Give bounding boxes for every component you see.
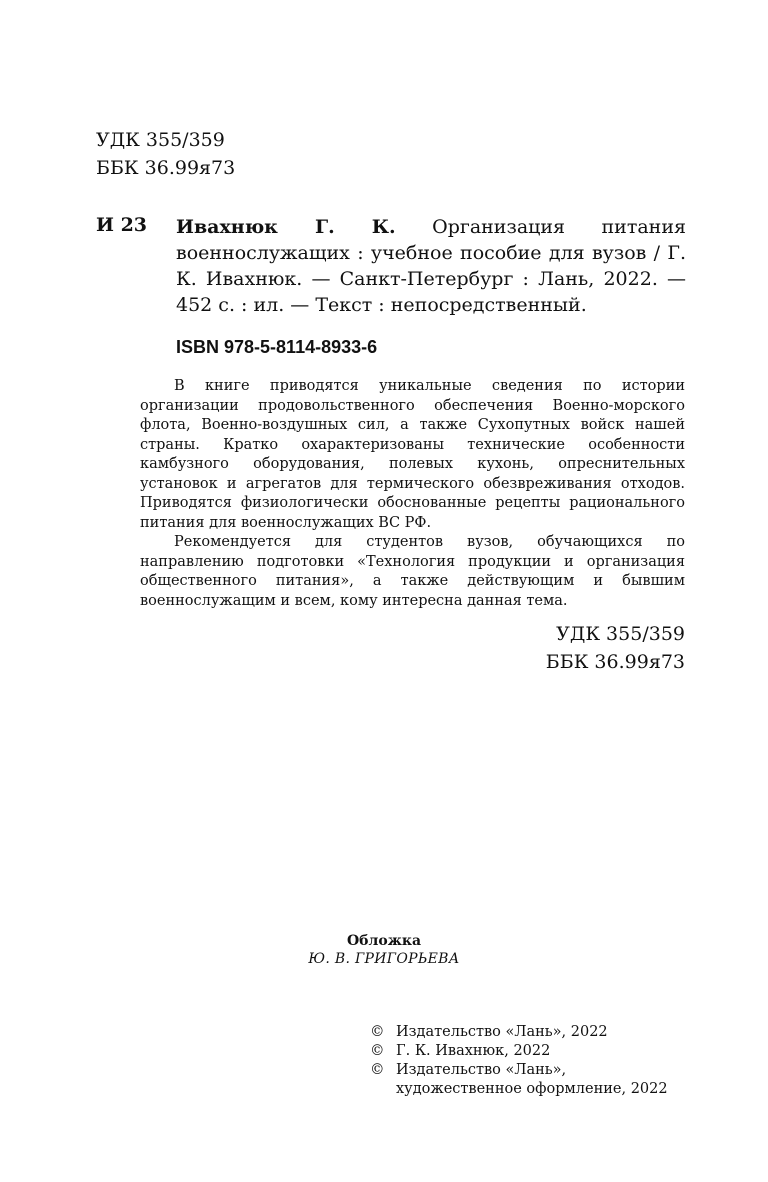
copyright-text: Издательство «Лань», 2022 [396, 1024, 608, 1040]
copyright-line [370, 1042, 668, 1061]
annotation-paragraph: Рекомендуется для студентов вузов, обучающихся по направлению подготовки «Технология продукции и организация общественного питания», а также действующим и бывшим военнослужащим и всем, кому интересна данная тема. [140, 534, 685, 609]
bbk-code: ББК 36.99я73 [545, 651, 685, 673]
copyright-text: художественное оформление, 2022 [396, 1081, 668, 1097]
copyright-text: Г. К. Ивахнюк, 2022 [396, 1043, 551, 1059]
udk-bbk-right [546, 620, 685, 676]
copyright-line [370, 1061, 668, 1080]
copyright-line [370, 1023, 668, 1042]
copyright-symbol: © [370, 1043, 385, 1059]
copyright-block [370, 1023, 668, 1099]
annotation-paragraph: В книге приводятся уникальные сведения по истории организации продовольственного обеспечения Военно-морского флота, Военно-воздушных сил, а также Сухопутных войск нашей страны. Кратко охарактеризованы технические особенности камбузного оборудования, полевых кухонь, опреснительных установок и агрегатов для термического обезвреживания отходов. Приводятся физиологически обоснованные рецепты рационального питания для военнослужащих ВС РФ. [140, 378, 685, 531]
udk-code: УДК 355/359 [96, 129, 225, 151]
cover-label: Обложка [346, 933, 422, 949]
bibliographic-record [176, 214, 686, 318]
copyright-text: Издательство «Лань», [396, 1062, 567, 1078]
bbk-code: ББК 36.99я73 [96, 157, 236, 179]
isbn: ISBN 978-5-8114-8933-6 [176, 337, 378, 357]
copyright-line [370, 1080, 668, 1099]
cover-credit [0, 932, 768, 968]
udk-code: УДК 355/359 [556, 623, 685, 645]
annotation [140, 377, 685, 611]
author-mark: И 23 [96, 214, 148, 236]
udk-bbk-top [96, 126, 235, 182]
copyright-symbol: © [370, 1062, 385, 1078]
bibliographic-description: Организация питания военнослужащих : учебное пособие для вузов / Г. К. Ивахнюк. — Санкт-Петербург : Лань, 2022. — 452 с. : ил. — Текст : непосредственный. [176, 216, 686, 316]
cover-designer: Ю. В. ГРИГОРЬЕВА [308, 951, 460, 967]
copyright-symbol: © [370, 1024, 385, 1040]
author-name: Ивахнюк Г. К. [176, 216, 396, 238]
